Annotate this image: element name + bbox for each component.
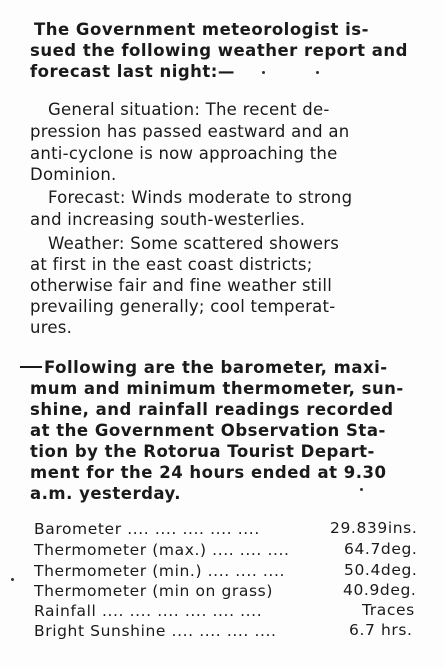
speck-mark bbox=[316, 71, 319, 74]
reading-value: 29.839ins. bbox=[330, 519, 418, 537]
forecast-line-2: and increasing south-westerlies. bbox=[30, 210, 306, 229]
reading-value: 40.9deg. bbox=[343, 581, 417, 599]
speck-mark bbox=[262, 71, 265, 74]
readings-intro-line-1 bbox=[20, 360, 388, 377]
reading-label: Thermometer (max.) .... .... .... bbox=[34, 541, 290, 559]
reading-value: 6.7 hrs. bbox=[349, 621, 413, 639]
readings-intro-line-3: shine, and rainfall readings recorded bbox=[30, 400, 394, 419]
reading-label: Thermometer (min on grass) bbox=[34, 582, 274, 600]
intro-line-1: The Government meteorologist is- bbox=[34, 20, 369, 39]
reading-label: Barometer .... .... .... .... .... bbox=[34, 520, 260, 538]
situation-line-4: Dominion. bbox=[30, 165, 117, 184]
reading-value: 50.4deg. bbox=[344, 561, 418, 579]
reading-label: Bright Sunshine .... .... .... .... bbox=[34, 622, 277, 640]
readings-intro-line-4: at the Government Observation Sta- bbox=[30, 421, 386, 440]
weather-line-5: ures. bbox=[30, 318, 73, 337]
readings-intro-text-1: Following are the barometer, maxi- bbox=[44, 358, 388, 377]
situation-line-3: anti-cyclone is now approaching the bbox=[30, 144, 338, 163]
weather-line-4: prevailing generally; cool temperat- bbox=[30, 297, 336, 316]
situation-line-1: General situation: The recent de- bbox=[48, 100, 330, 119]
intro-line-3: forecast last night:— bbox=[30, 62, 235, 81]
readings-intro-line-7: a.m. yesterday. bbox=[30, 484, 182, 503]
readings-intro-line-6: ment for the 24 hours ended at 9.30 bbox=[30, 463, 387, 482]
speck-mark bbox=[360, 488, 363, 491]
forecast-line-1: Forecast: Winds moderate to strong bbox=[48, 188, 353, 207]
reading-label: Rainfall .... .... .... .... .... .... bbox=[34, 602, 263, 620]
dash-rule bbox=[20, 366, 42, 368]
reading-value: Traces bbox=[362, 601, 415, 619]
weather-line-3: otherwise fair and fine weather still bbox=[30, 276, 333, 295]
reading-value: 64.7deg. bbox=[344, 540, 418, 558]
speck-mark bbox=[11, 578, 14, 581]
weather-line-2: at first in the east coast districts; bbox=[30, 255, 313, 274]
readings-intro-line-5: tion by the Rotorua Tourist Depart- bbox=[30, 442, 375, 461]
readings-intro-line-2: mum and minimum thermometer, sun- bbox=[30, 379, 404, 398]
situation-line-2: pression has passed eastward and an bbox=[30, 122, 350, 141]
weather-line-1: Weather: Some scattered showers bbox=[48, 234, 340, 253]
reading-label: Thermometer (min.) .... .... .... bbox=[34, 562, 286, 580]
intro-line-2: sued the following weather report and bbox=[30, 41, 408, 60]
